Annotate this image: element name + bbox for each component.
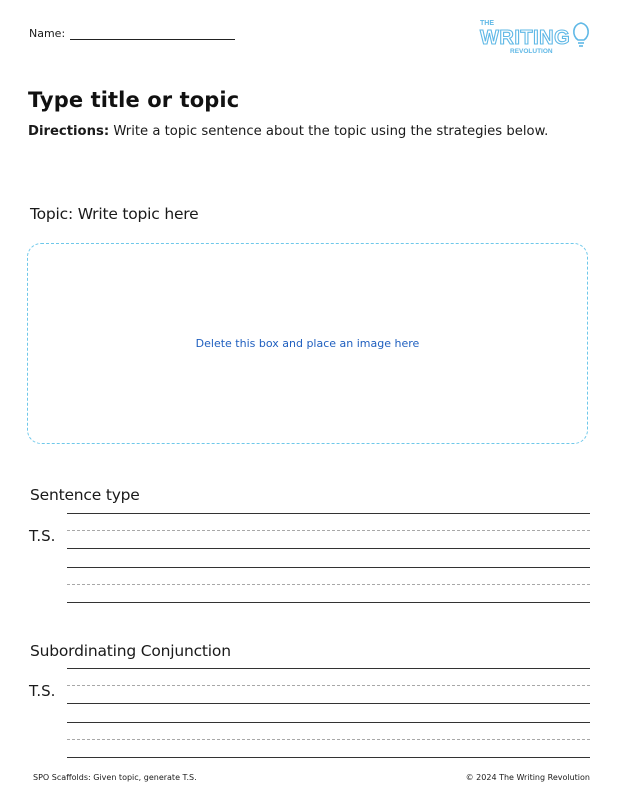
writing-line xyxy=(67,567,590,568)
name-field-line[interactable] xyxy=(70,39,235,40)
topic-label: Topic: Write topic here xyxy=(30,205,199,223)
writing-line[interactable] xyxy=(67,757,590,758)
image-placeholder-text: Delete this box and place an image here xyxy=(195,337,420,350)
writing-line xyxy=(67,513,590,514)
writing-guide-line xyxy=(67,584,590,585)
writing-revolution-logo xyxy=(478,16,594,56)
page-title: Type title or topic xyxy=(28,88,240,112)
footer-left: SPO Scaffolds: Given topic, generate T.S. xyxy=(33,773,197,782)
writing-line xyxy=(67,668,590,669)
ts-prefix: T.S. xyxy=(29,682,56,700)
writing-guide-line xyxy=(67,739,590,740)
directions xyxy=(28,124,548,139)
ts-prefix: T.S. xyxy=(29,527,56,545)
lightbulb-icon xyxy=(574,23,588,46)
writing-line[interactable] xyxy=(67,602,590,603)
image-placeholder-box[interactable] xyxy=(27,243,588,444)
directions-text: Write a topic sentence about the topic using the strategies below. xyxy=(113,124,549,139)
writing-guide-line xyxy=(67,530,590,531)
writing-guide-line xyxy=(67,685,590,686)
writing-line[interactable] xyxy=(67,703,590,704)
svg-text:WRITING: WRITING xyxy=(480,27,571,49)
svg-text:THE: THE xyxy=(480,20,494,27)
writing-line[interactable] xyxy=(67,548,590,549)
footer-right: © 2024 The Writing Revolution xyxy=(465,773,590,782)
svg-text:REVOLUTION: REVOLUTION xyxy=(510,48,553,55)
section-heading-subordinating-conjunction: Subordinating Conjunction xyxy=(30,642,231,660)
section-heading-sentence-type: Sentence type xyxy=(30,486,140,504)
name-label: Name: xyxy=(29,27,66,40)
directions-label: Directions: xyxy=(28,124,110,139)
writing-line xyxy=(67,722,590,723)
